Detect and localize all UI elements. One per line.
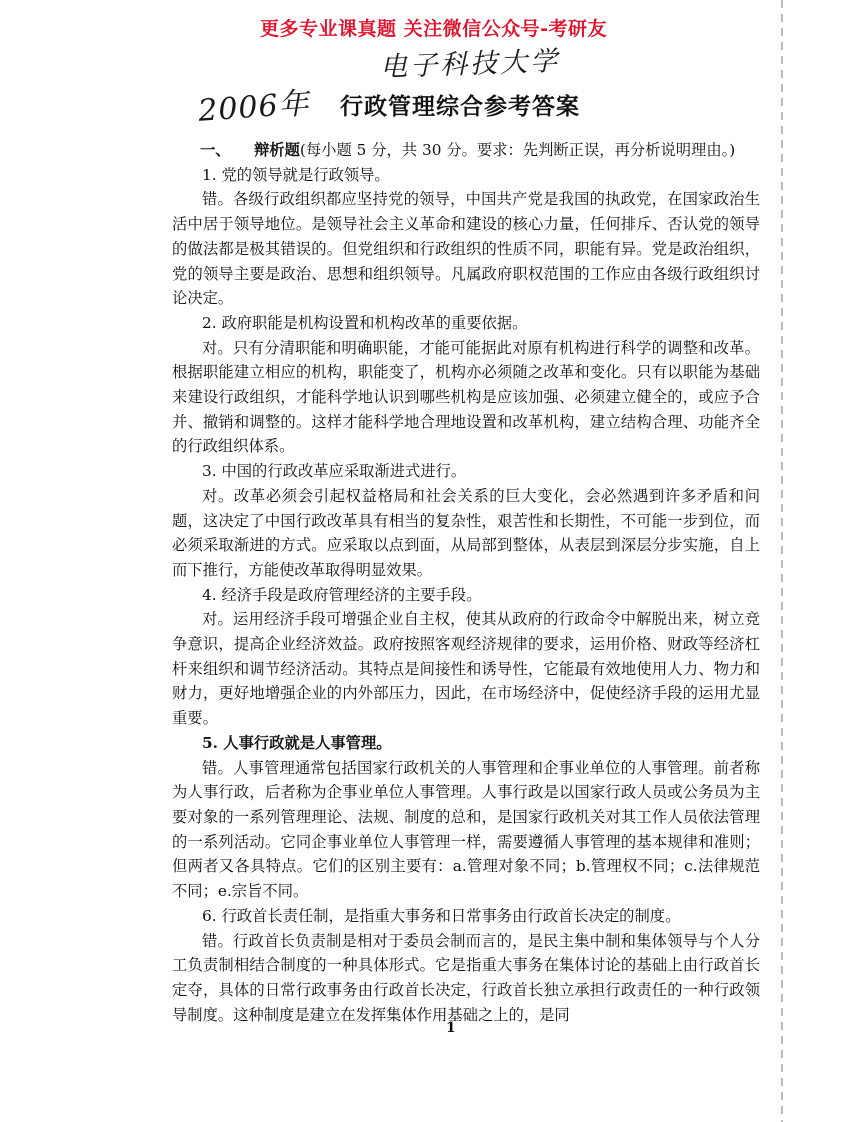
answer-2: 对。只有分清职能和明确职能，才能可能据此对原有机构进行科学的调整和改革。根据职能建立相应的机构，职能变了，机构亦必须随之改革和变化。只有以职能为基础来建设行政组织，才能科学地认识到哪些机构是应该加强、必须建立健全的，或应予合并、撤销和调整的。这样才能科学地合理地设置和改革机构，建立结构合理、功能齐全的行政组织体系。 (172, 338, 760, 456)
answer-6: 错。行政首长负责制是相对于委员会制而言的，是民主集中制和集体领导与个人分工负责制相结合制度的一种具体形式。它是指重大事务在集体讨论的基础上由行政首长定夺，具体的日常行政事务由行政首长决定，行政首长独立承担行政责任的一种行政领导制度。这种制度是建立在发挥集体作用基础之上的，是同 (172, 931, 760, 1024)
question-6: 6. 行政首长责任制，是指重大事务和日常事务由行政首长决定的制度。 (202, 906, 681, 925)
promo-banner: 更多专业课真题 关注微信公众号-考研友 (259, 18, 607, 40)
document-body (172, 138, 760, 1027)
handwritten-university-note: 电子科技大学 (379, 45, 561, 84)
answer-1: 错。各级行政组织都应坚持党的领导，中国共产党是我国的执政党，在国家政治生活中居于领导地位。是领导社会主义革命和建设的核心力量，任何排斥、否认党的领导的做法都是极其错误的。但党组织和行政组织的性质不同，职能有异。党是政治组织，党的领导主要是政治、思想和组织领导。凡属政府职权范围的工作应由各级行政组织讨论决定。 (172, 190, 760, 308)
question-4: 4. 经济手段是政府管理经济的主要手段。 (202, 585, 482, 604)
section-heading (172, 138, 760, 163)
answer-4: 对。运用经济手段可增强企业自主权，使其从政府的行政命令中解脱出来，树立竞争意识，提高企业经济效益。政府按照客观经济规律的要求，运用价格、财政等经济杠杆来组织和调节经济活动。其特点是间接性和诱导性，它能最有效地使用人力、物力和财力，更好地增强企业的内外部压力，因此，在市场经济中，促使经济手段的运用尤显重要。 (172, 610, 760, 728)
scan-edge-line (781, 0, 783, 1122)
handwritten-year-note: 2006年 (197, 86, 311, 129)
document-title: 行政管理综合参考答案 (340, 93, 580, 120)
question-3: 3. 中国的行政改革应采取渐进式进行。 (202, 462, 467, 481)
question-2: 2. 政府职能是机构设置和机构改革的重要依据。 (202, 313, 528, 332)
answer-5: 错。人事管理通常包括国家行政机关的人事管理和企事业单位的人事管理。前者称为人事行政，后者称为企事业单位人事管理。人事行政是以国家行政人员或公务员为主要对象的一系列管理理论、法规、制度的总和，是国家行政机关对其工作人员依法管理的一系列活动。它同企事业单位人事管理一样，需要遵循人事管理的基本规律和准则；但两者又各具特点。它们的区别主要有：a.管理对象不同；b.管理权不同；c.法律规范不同；e.宗旨不同。 (172, 758, 760, 901)
question-5: 5. 人事行政就是人事管理。 (202, 733, 392, 752)
question-1: 1. 党的领导就是行政领导。 (202, 165, 390, 184)
answer-3: 对。改革必须会引起权益格局和社会关系的巨大变化，会必然遇到许多矛盾和问题，这决定了中国行政改革具有相当的复杂性，艰苦性和长期性，不可能一步到位，而必须采取渐进的方式。应采取以点到面，从局部到整体，从表层到深层分步实施，自上而下推行，方能使改革取得明显效果。 (172, 486, 760, 579)
section-instructions: (每小题 5 分，共 30 分。要求：先判断正误，再分析说明理由。) (299, 141, 736, 159)
section-label: 辩析题 (254, 141, 300, 159)
page-number: 1 (446, 1020, 456, 1036)
section-number: 一、 (200, 141, 231, 159)
